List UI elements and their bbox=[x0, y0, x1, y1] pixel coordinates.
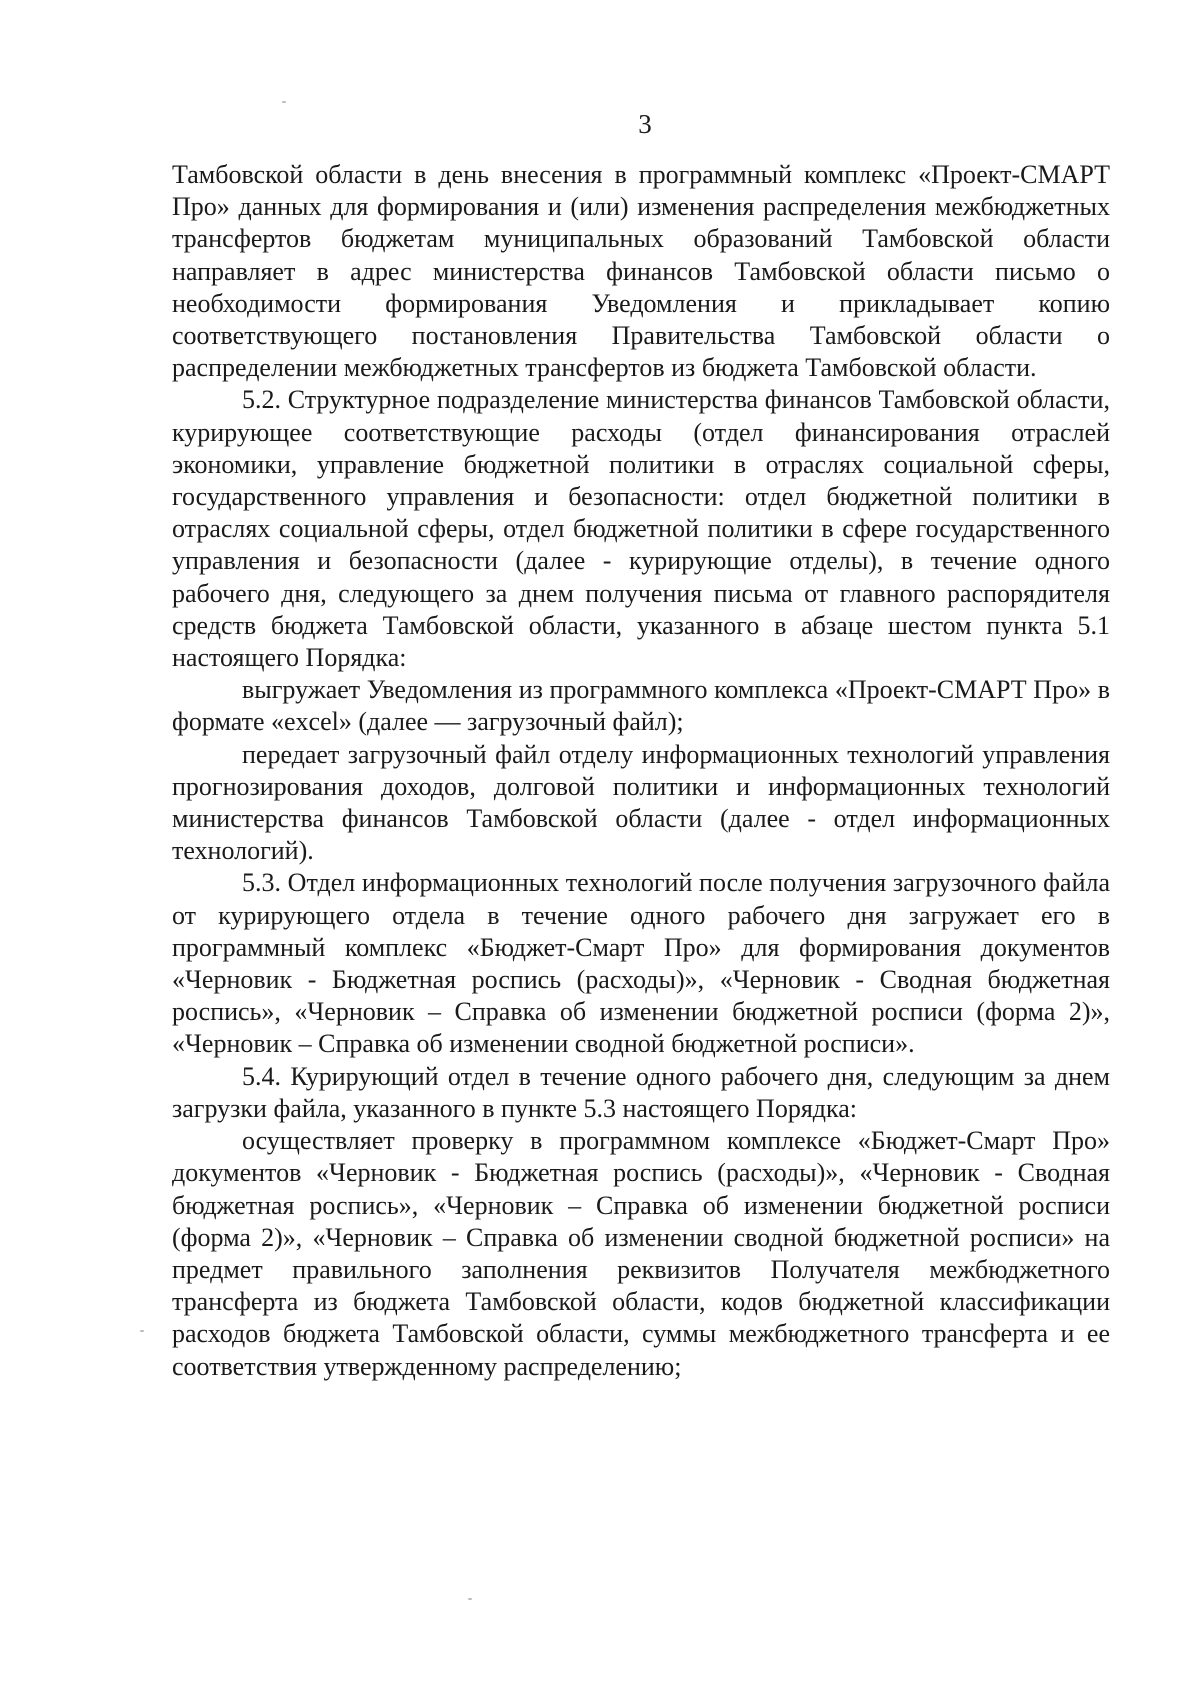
paragraph-5-2: 5.2. Структурное подразделение министерства финансов Тамбовской области, курирующее соответствующие расходы (отдел финансирования отраслей экономики, управление бюджетной политики в отраслях социальной сферы, государственного управления и безопасности: отдел бюджетной политики в отраслях социальной сферы, отдел бюджетной политики в сфере государственного управления и безопасности (далее - курирующие отделы), в течение одного рабочего дня, следующего за днем получения письма от главного распорядителя средств бюджета Тамбовской области, указанного в абзаце шестом пункта 5.1 настоящего Порядка: bbox=[172, 385, 1110, 673]
paragraph-continuation: Тамбовской области в день внесения в программный комплекс «Проект-СМАРТ Про» данных для формирования и (или) изменения распределения межбюджетных трансфертов бюджетам муниципальных образований Тамбовской области направляет в адрес министерства финансов Тамбовской области письмо о необходимости формирования Уведомления и прикладывает копию соответствующего постановления Правительства Тамбовской области о распределении межбюджетных трансфертов из бюджета Тамбовской области. bbox=[172, 160, 1110, 383]
paragraph-5-4: 5.4. Курирующий отдел в течение одного рабочего дня, следующим за днем загрузки файла, указанного в пункте 5.3 настоящего Порядка: bbox=[172, 1061, 1110, 1123]
paragraph-5-2-export: выгружает Уведомления из программного комплекса «Проект-СМАРТ Про» в формате «excel» (далее — загрузочный файл); bbox=[172, 675, 1110, 737]
scan-speck bbox=[140, 1330, 144, 1332]
scan-speck bbox=[282, 101, 286, 103]
document-body bbox=[172, 159, 1110, 1383]
page-number: 3 bbox=[638, 109, 652, 139]
paragraph-5-4-check: осуществляет проверку в программном комплексе «Бюджет-Смарт Про» документов «Черновик - Бюджетная роспись (расходы)», «Черновик - Сводная бюджетная роспись», «Черновик – Справка об изменении бюджетной росписи (форма 2)», «Черновик – Справка об изменении сводной бюджетной росписи» на предмет правильного заполнения реквизитов Получателя межбюджетного трансферта из бюджета Тамбовской области, кодов бюджетной классификации расходов бюджета Тамбовской области, суммы межбюджетного трансферта и ее соответствия утвержденному распределению; bbox=[172, 1126, 1110, 1381]
scan-speck bbox=[468, 1598, 472, 1600]
paragraph-5-3: 5.3. Отдел информационных технологий после получения загрузочного файла от курирующего отдела в течение одного рабочего дня загружает его в программный комплекс «Бюджет-Смарт Про» для формирования документов «Черновик - Бюджетная роспись (расходы)», «Черновик - Сводная бюджетная роспись», «Черновик – Справка об изменении бюджетной росписи (форма 2)», «Черновик – Справка об изменении сводной бюджетной росписи». bbox=[172, 868, 1110, 1059]
paragraph-5-2-transfer: передает загрузочный файл отделу информационных технологий управления прогнозирования доходов, долговой политики и информационных технологий министерства финансов Тамбовской области (далее - отдел информационных технологий). bbox=[172, 739, 1110, 866]
